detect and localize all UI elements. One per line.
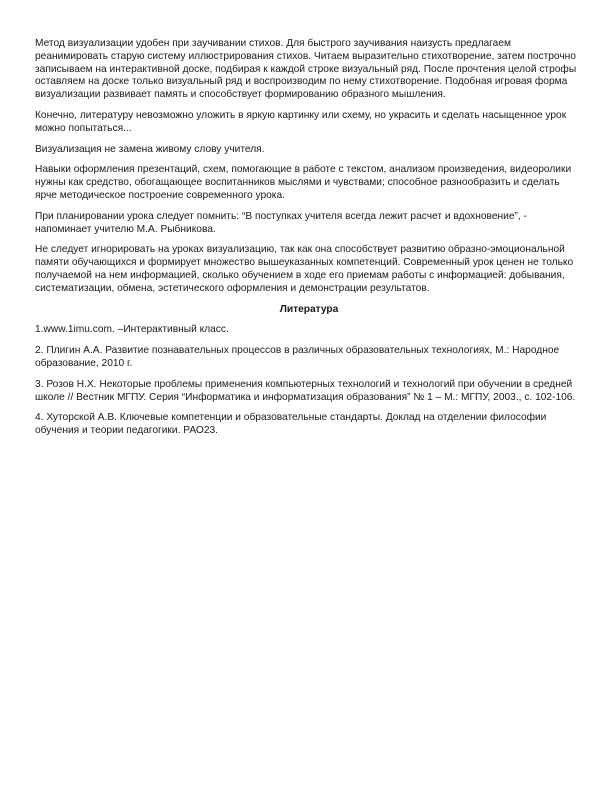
paragraph-literature-picture: Конечно, литературу невозможно уложить в яркую картинку или схему, но украсить и сделать насыщенное урок можно попытаться... [35,109,567,134]
document-page [35,38,583,446]
paragraph-visualization-poems: Метод визуализации удобен при заучивании стихов. Для быстрого заучивания наизусть предлагаем реанимировать старую систему иллюстрирования стихов. Читаем выразительно стихотворение, затем построчно записываем на интерактивной доске, подбирая к каждой строке визуальный ряд. После прочтения целой строфы оставляем на доске только визуальный ряд и воспроизводим по нему стихотворение. Подобная игровая форма визуализации развивает память и способствует формированию образного мышления. [35,38,577,101]
reference-item-3: 3. Розов Н.Х. Некоторые проблемы применения компьютерных технологий и технологий при обучении в средней школе // Вестник МГПУ. Серия “Информатика и информатизация образования” № 1 – М.: МГПУ, 2003., с. 102-106. [35,378,576,403]
references-heading: Литература [279,303,339,315]
paragraph-presentation-skills: Навыки оформления презентаций, схем, помогающие в работе с текстом, анализом произведения, видеоролики нужны как средство, обогащающее воспитанников мыслями и чувствами; способное разнообразить и сделать ярче методическое построение современного урока. [35,164,572,201]
reference-item-2: 2. Плигин А.А. Развитие познавательных процессов в различных образовательных технологиях, М.: Народное образование, 2010 г. [35,345,560,369]
paragraph-teacher-word: Визуализация не замена живому слову учителя. [35,143,265,155]
paragraph-modern-lesson: Не следует игнорировать на уроках визуализацию, так как она способствует развитию образно-эмоциональной памяти обучающихся и формирует множество вышеуказанных компетенций. Современный урок ценен не только получаемой на нем информацией, сколько обучением в ходе его приемам работы с информацией: добывания, систематизации, обмена, эстетического оформления и демонстрации результатов. [35,244,574,294]
reference-item-1: 1.www.1imu.com. –Интерактивный класс. [35,324,229,336]
paragraph-lesson-planning: При планировании урока следует помнить: “В поступках учителя всегда лежит расчет и вдохновение”, - напоминает учителю М.А. Рыбникова. [35,210,527,235]
reference-item-4: 4. Хуторской А.В. Ключевые компетенции и образовательные стандарты. Доклад на отделении философии обучения и теории педагогики. РАО23. [35,412,547,437]
